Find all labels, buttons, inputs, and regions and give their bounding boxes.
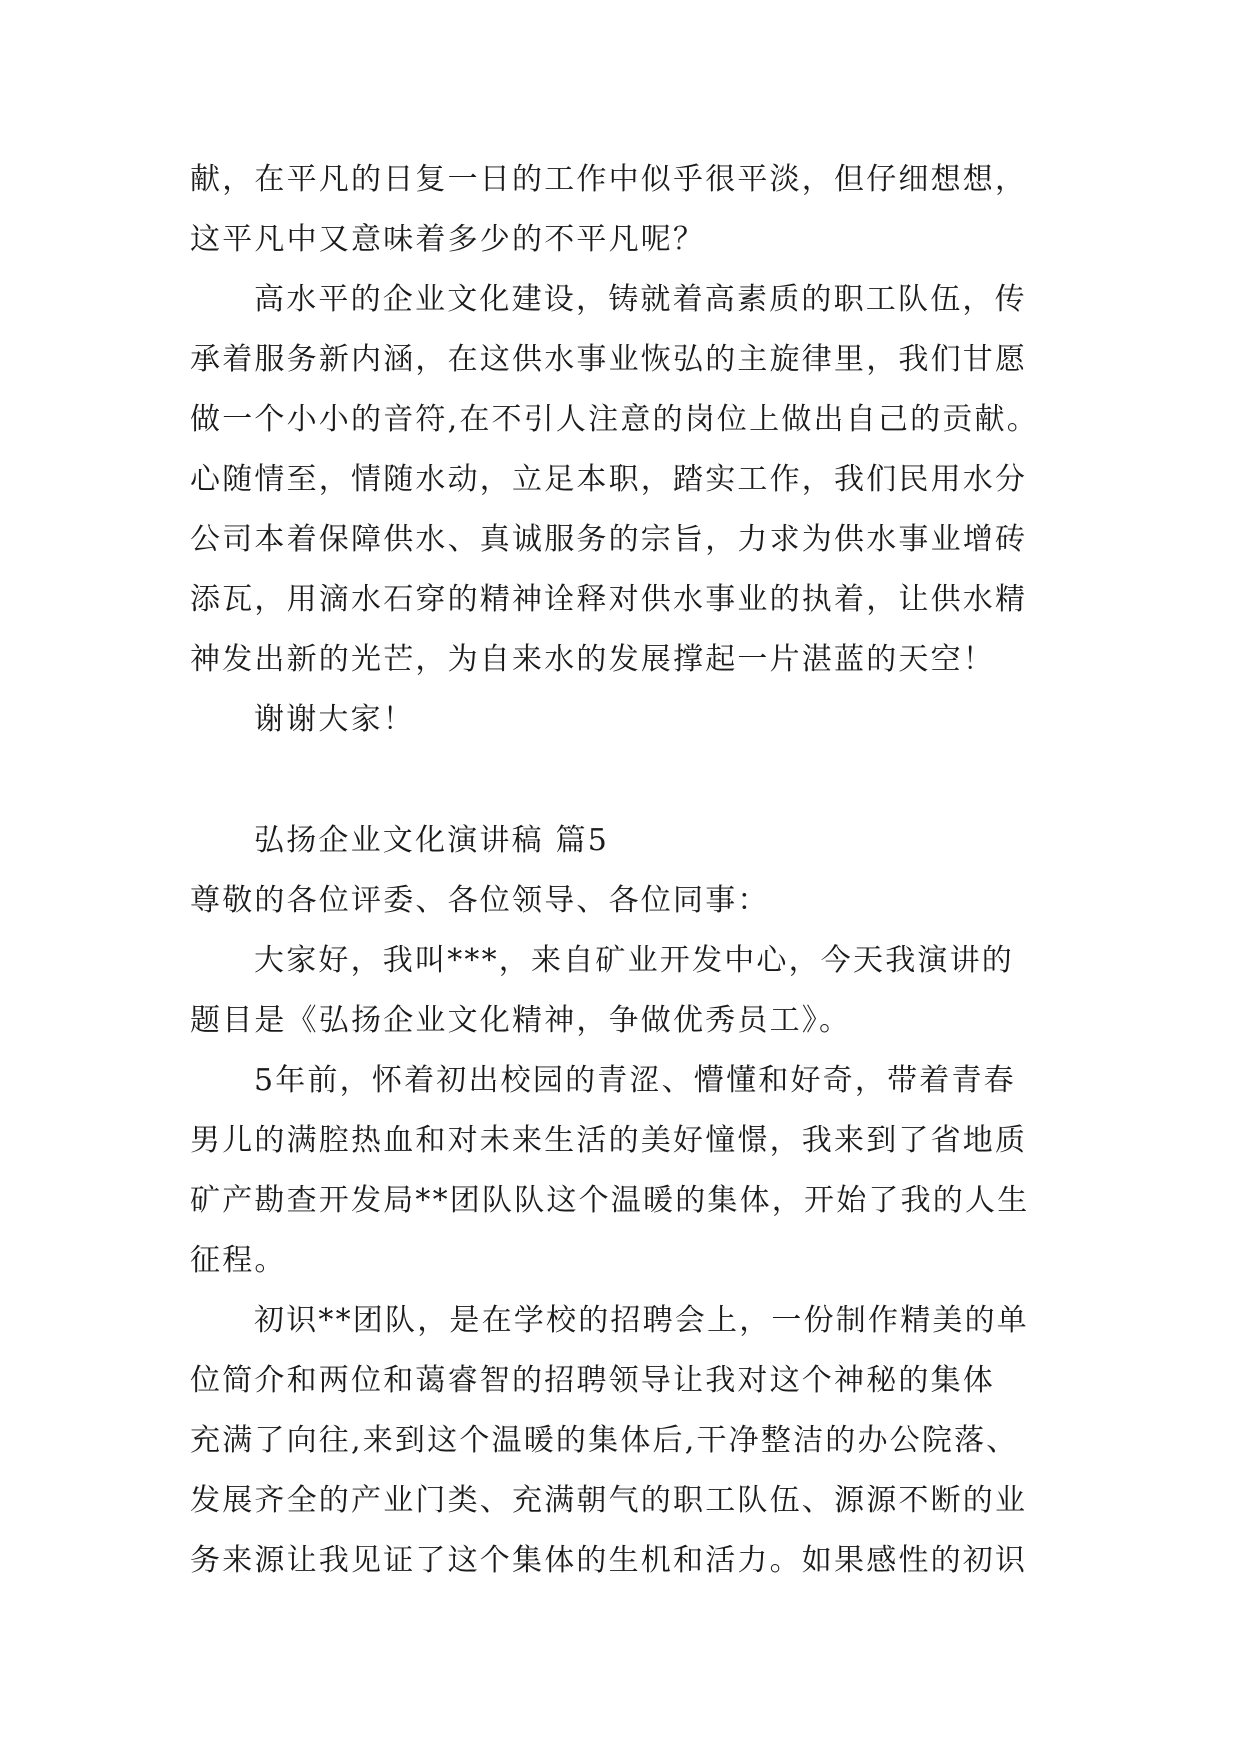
- text-line: 大家好，我叫***，来自矿业开发中心，今天我演讲的: [254, 943, 1014, 978]
- text-line: 添瓦，用滴水石穿的精神诠释对供水事业的执着，让供水精: [190, 582, 1028, 617]
- text-line: 题目是《弘扬企业文化精神，争做优秀员工》。: [190, 1003, 852, 1038]
- text-line: 初识**团队，是在学校的招聘会上，一份制作精美的单: [254, 1303, 1029, 1338]
- text-line: 承着服务新内涵，在这供水事业恢弘的主旋律里，我们甘愿: [190, 342, 1028, 377]
- text-line: 充满了向往,来到这个温暖的集体后,干净整洁的办公院落、: [190, 1423, 1019, 1458]
- text-line: 务来源让我见证了这个集体的生机和活力。如果感性的初识: [190, 1543, 1028, 1578]
- text-line: 做一个小小的音符,在不引人注意的岗位上做出自己的贡献。: [190, 402, 1039, 437]
- section-gap: [190, 750, 1060, 811]
- text-line: 征程。: [190, 1243, 287, 1278]
- text-line: 5年前，怀着初出校园的青涩、懵懂和好奇，带着青春: [254, 1063, 1016, 1098]
- text-line: 高水平的企业文化建设，铸就着高素质的职工队伍，传: [254, 282, 1027, 317]
- document-page: [190, 150, 1060, 1591]
- text-line: 矿产勘查开发局**团队队这个温暖的集体，开始了我的人生: [190, 1183, 1030, 1218]
- text-line: 神发出新的光芒，为自来水的发展撑起一片湛蓝的天空！: [190, 642, 995, 677]
- closing-line: 谢谢大家！: [254, 702, 415, 737]
- text-line: 这平凡中又意味着多少的不平凡呢？: [190, 222, 706, 257]
- text-line: 献，在平凡的日复一日的工作中似乎很平淡，但仔细想想，: [190, 162, 1028, 197]
- text-line: 男儿的满腔热血和对未来生活的美好憧憬，我来到了省地质: [190, 1123, 1028, 1158]
- salutation: 尊敬的各位评委、各位领导、各位同事：: [190, 883, 770, 918]
- text-line: 心随情至，情随水动，立足本职，踏实工作，我们民用水分: [190, 462, 1028, 497]
- text-line: 发展齐全的产业门类、充满朝气的职工队伍、源源不断的业: [190, 1483, 1028, 1518]
- section-title: 弘扬企业文化演讲稿 篇5: [254, 823, 610, 858]
- text-line: 公司本着保障供水、真诚服务的宗旨，力求为供水事业增砖: [190, 522, 1028, 557]
- text-line: 位简介和两位和蔼睿智的招聘领导让我对这个神秘的集体: [190, 1363, 995, 1398]
